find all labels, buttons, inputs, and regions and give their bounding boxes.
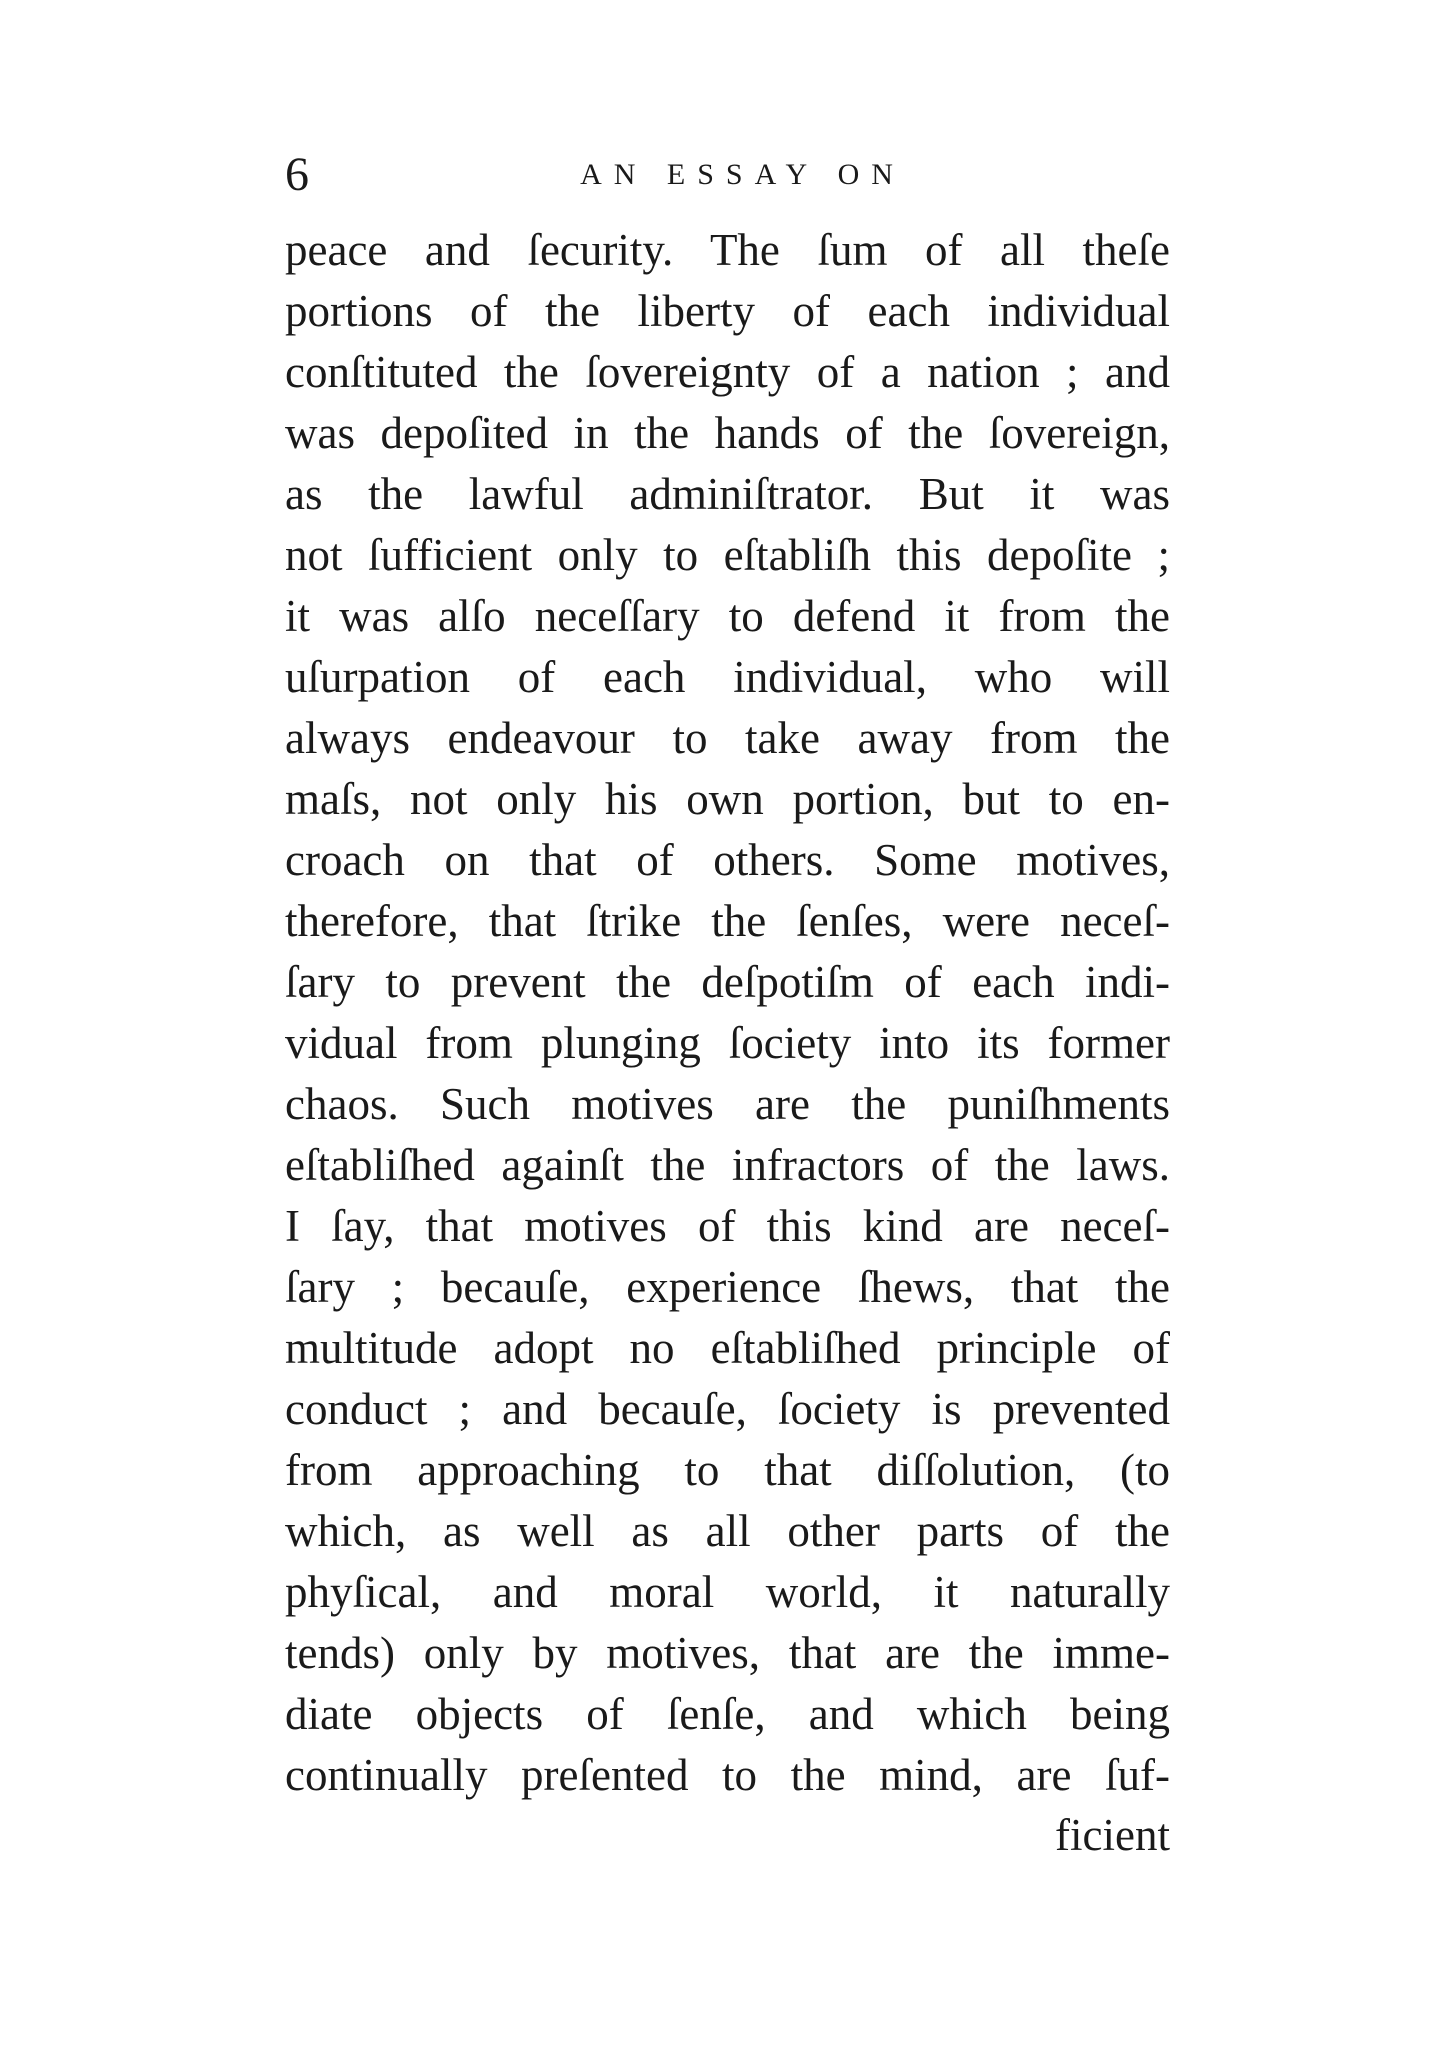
page-number: 6 [285, 148, 309, 201]
text-line: chaos. Such motives are the puniſhments [285, 1079, 1170, 1129]
page-header [285, 145, 1170, 205]
text-line: which, as well as all other parts of the [285, 1506, 1170, 1556]
text-line: uſurpation of each individual, who will [285, 652, 1170, 702]
catchword: ficient [1055, 1810, 1170, 1860]
text-line: always endeavour to take away from the [285, 713, 1170, 763]
text-line: not ſufficient only to eſtabliſh this depoſite ; [285, 530, 1170, 580]
text-line: croach on that of others. Some motives, [285, 835, 1170, 885]
text-line: conſtituted the ſovereignty of a nation ; and [285, 347, 1170, 397]
text-line: eſtabliſhed againſt the infractors of the laws. [285, 1140, 1170, 1190]
text-line: tends) only by motives, that are the imme- [285, 1628, 1170, 1678]
text-line: conduct ; and becauſe, ſociety is prevented [285, 1384, 1170, 1434]
text-line: maſs, not only his own portion, but to en- [285, 774, 1170, 824]
body-text [285, 220, 1170, 1806]
text-line: from approaching to that diſſolution, (to [285, 1445, 1170, 1495]
text-line: it was alſo neceſſary to defend it from the [285, 591, 1170, 641]
text-line: ſary to prevent the deſpotiſm of each indi- [285, 957, 1170, 1007]
text-line: phyſical, and moral world, it naturally [285, 1567, 1170, 1617]
text-line: as the lawful adminiſtrator. But it was [285, 469, 1170, 519]
text-line: ſary ; becauſe, experience ſhews, that the [285, 1262, 1170, 1312]
text-line: vidual from plunging ſociety into its former [285, 1018, 1170, 1068]
running-head: AN ESSAY ON [580, 158, 905, 191]
text-line: therefore, that ſtrike the ſenſes, were neceſ- [285, 896, 1170, 946]
text-line: I ſay, that motives of this kind are neceſ- [285, 1201, 1170, 1251]
text-line: continually preſented to the mind, are ſuf- [285, 1750, 1170, 1800]
text-line: peace and ſecurity. The ſum of all theſe [285, 225, 1170, 275]
text-line: was depoſited in the hands of the ſovereign, [285, 408, 1170, 458]
text-line: multitude adopt no eſtabliſhed principle of [285, 1323, 1170, 1373]
text-line: diate objects of ſenſe, and which being [285, 1689, 1170, 1739]
text-line: portions of the liberty of each individual [285, 286, 1170, 336]
